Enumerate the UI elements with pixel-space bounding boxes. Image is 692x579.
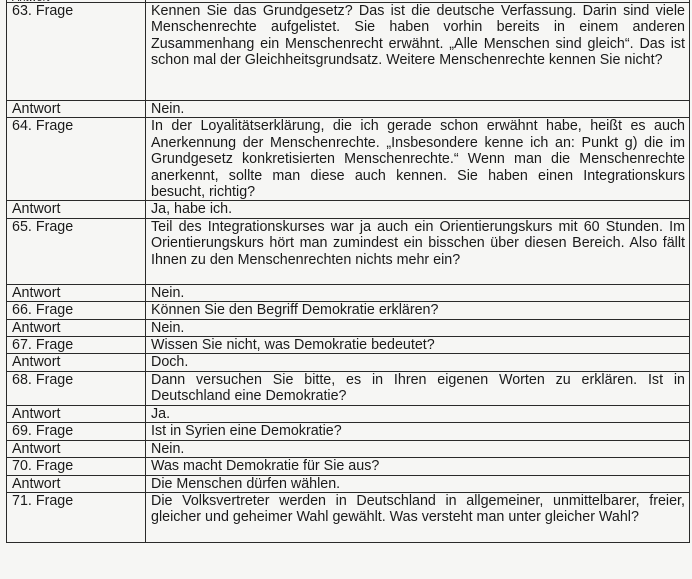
answer-text: Nein. [146,101,690,118]
answer-label: Antwort [7,201,146,218]
question-text: Dann versuchen Sie bitte, es in Ihren eigenen Worten zu erklären. Ist in Deutschland eine Demokratie? [146,371,690,405]
answer-text: Nein. [146,284,690,301]
question-label: 65. Frage [7,218,146,284]
question-label: 64. Frage [7,118,146,201]
table-row [7,3,690,101]
answer-text: Doch. [146,354,690,371]
table-row [7,492,690,542]
question-label: 66. Frage [7,302,146,319]
table-row [7,101,690,118]
question-label: 68. Frage [7,371,146,405]
question-text: Teil des Integrationskurses war ja auch ein Orientierungskurs mit 60 Stunden. Im Orientierungskurs hört man zumindest ein bisschen über diesen Bereich. Also fällt Ihnen zu den Menschenrechten nichts mehr ein? [146,218,690,284]
answer-label: Antwort [7,440,146,457]
question-label: 70. Frage [7,458,146,475]
table-row [7,284,690,301]
question-text: Ist in Syrien eine Demokratie? [146,423,690,440]
answer-label: Antwort [7,475,146,492]
table-row [7,371,690,405]
table-row [7,475,690,492]
question-text: Wissen Sie nicht, was Demokratie bedeutet? [146,337,690,354]
answer-label: Antwort [7,319,146,336]
answer-label: Antwort [7,284,146,301]
question-label: 69. Frage [7,423,146,440]
question-text: Was macht Demokratie für Sie aus? [146,458,690,475]
answer-text: Ja. [146,405,690,422]
answer-text: Die Menschen dürfen wählen. [146,475,690,492]
answer-text: Ja, habe ich. [146,201,690,218]
answer-label: Antwort [7,354,146,371]
table-row [7,118,690,201]
answer-label: Antwort [7,101,146,118]
table-row [7,458,690,475]
table-row [7,319,690,336]
table-row [7,201,690,218]
table-row [7,302,690,319]
table-row [7,423,690,440]
answer-label: Antwort [7,405,146,422]
interview-transcript-table [6,0,690,543]
question-text: Kennen Sie das Grundgesetz? Das ist die deutsche Verfassung. Darin sind viele Menschenrechte aufgelistet. Sie haben vorhin bereits in einem anderen Zusammenhang ein Menschenrecht erwähnt. „Alle Menschen sind gleich“. Das ist schon mal der Gleichheitsgrundsatz. Weitere Menschenrechte kennen Sie nicht? [146,3,690,101]
table-row [7,218,690,284]
table-row [7,440,690,457]
question-label: 67. Frage [7,337,146,354]
question-label: 63. Frage [7,3,146,101]
question-label: 71. Frage [7,492,146,542]
table-row [7,405,690,422]
table-row [7,337,690,354]
question-text: Die Volksvertreter werden in Deutschland in allgemeiner, unmittelbarer, freier, gleicher und geheimer Wahl gewählt. Was versteht man unter gleicher Wahl? [146,492,690,542]
answer-text: Nein. [146,319,690,336]
question-text: Können Sie den Begriff Demokratie erklären? [146,302,690,319]
question-text: In der Loyalitätserklärung, die ich gerade schon erwähnt habe, heißt es auch Anerkennung der Menschenrechte. „Insbesondere kenne ich an: Punkt g) die im Grundgesetz konkretisierten Menschenrechte.“ Wenn man die Menschenrechte anerkennt, sollte man diese auch kennen. Sie haben einen Integrationskurs besucht, richtig? [146,118,690,201]
answer-text: Nein. [146,440,690,457]
table-row [7,354,690,371]
